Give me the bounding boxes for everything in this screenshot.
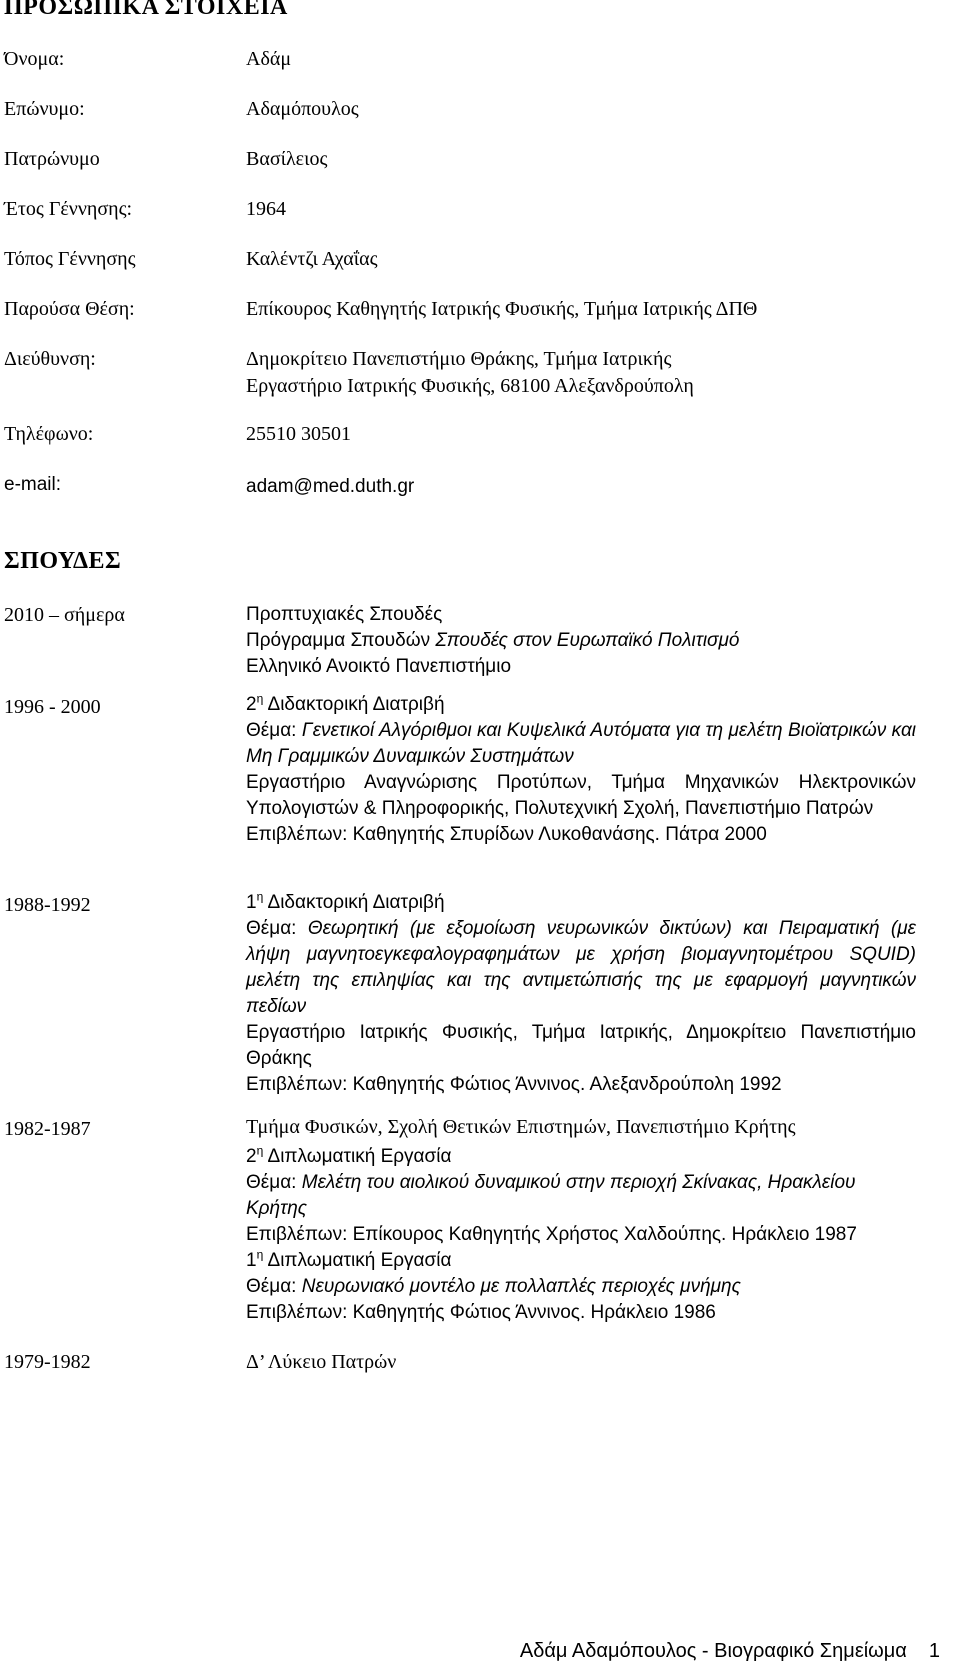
name-label: Όνομα: (4, 48, 65, 70)
email-value: adam@med.duth.gr (246, 476, 415, 497)
diploma-1-supervisor: Επιβλέπων: Καθηγητής Φώτιος Άννινος. Ηράκλειο 1986 (246, 1302, 716, 1323)
study-institution: Ελληνικό Ανοικτό Πανεπιστήμιο (246, 656, 512, 677)
email-label: e-mail: (4, 474, 62, 495)
name-value: Αδάμ (246, 48, 292, 70)
phd1-topic: Θέμα: Θεωρητική (με εξομοίωση νευρωνικών δικτύων) και Πειραματική (με λήψη μαγνητοεγκεφαλογραφημάτων με χρήση βιομαγνητομέτρου SQUID) μελέτη της επιληψίας και της αντιμετώπισής της με εφαρμογή μαγνητικών πεδίων (246, 918, 916, 1017)
surname-value: Αδαμόπουλος (246, 98, 359, 120)
department: Τμήμα Φυσικών, Σχολή Θετικών Επιστημών, Πανεπιστήμιο Κρήτης (246, 1116, 796, 1138)
study-program: Πρόγραμμα Σπουδών Σπουδές στον Ευρωπαϊκό Πολιτισμό (246, 630, 740, 651)
position-label: Παρούσα Θέση: (4, 298, 135, 320)
address-value (246, 346, 694, 400)
page-footer (520, 1640, 940, 1663)
study-type: Προπτυχιακές Σπουδές (246, 604, 443, 625)
study-years-1988: 1988-1992 (4, 894, 91, 916)
phd-title: $2^\eta$ Διδακτορική Διατριβή (246, 691, 445, 715)
position-value: Επίκουρος Καθηγητής Ιατρικής Φυσικής, Τμήμα Ιατρικής ΔΠΘ (246, 298, 758, 320)
study-years-1982: 1982-1987 (4, 1118, 91, 1140)
personal-heading: ΠΡΟΣΩΠΙΚΑ ΣΤΟΙΧΕΙΑ (4, 0, 288, 20)
phd-supervisor: Επιβλέπων: Καθηγητής Σπυρίδων Λυκοθανάσης. Πάτρα 2000 (246, 824, 767, 845)
diploma-2-topic: Θέμα: Μελέτη του αιολικού δυναμικού στην περιοχή Σκίνακας, Ηρακλείου Κρήτης (246, 1172, 856, 1219)
phd1-title: $1^\eta$ Διδακτορική Διατριβή (246, 889, 445, 913)
diploma-2 (246, 1144, 916, 1248)
studies-heading: ΣΠΟΥΔΕΣ (4, 548, 122, 574)
father-label: Πατρώνυμο (4, 148, 100, 170)
study-years-2010: 2010 – σήμερα (4, 604, 125, 626)
address-label: Διεύθυνση: (4, 348, 96, 370)
address-line-2: Εργαστήριο Ιατρικής Φυσικής, 68100 Αλεξανδρούπολη (246, 375, 694, 397)
diploma-1-topic: Θέμα: Νευρωνιακό μοντέλο με πολλαπλές περιοχές μνήμης (246, 1276, 741, 1297)
phone-value: 25510 30501 (246, 423, 351, 445)
diploma-2-supervisor: Επιβλέπων: Επίκουρος Καθηγητής Χρήστος Χαλδούπης. Ηράκλειο 1987 (246, 1224, 857, 1245)
birth-year-value: 1964 (246, 198, 286, 220)
phd1-supervisor: Επιβλέπων: Καθηγητής Φώτιος Άννινος. Αλεξανδρούπολη 1992 (246, 1074, 782, 1095)
diploma-1 (246, 1248, 916, 1326)
footer-text: Αδάμ Αδαμόπουλος - Βιογραφικό Σημείωμα (519, 1640, 907, 1662)
phd-lab: Εργαστήριο Αναγνώρισης Προτύπων, Τμήμα Μηχανικών Ηλεκτρονικών Υπολογιστών & Πληροφορικής, Πολυτεχνική Σχολή, Πανεπιστήμιο Πατρών (246, 772, 916, 819)
study-entry-1996 (246, 692, 916, 848)
address-line-1: Δημοκρίτειο Πανεπιστήμιο Θράκης, Τμήμα Ιατρικής (246, 348, 672, 370)
diploma-2-title: $2^\eta$ Διπλωματική Εργασία (246, 1143, 452, 1167)
father-value: Βασίλειος (246, 148, 328, 170)
study-entry-1979: Δ’ Λύκειο Πατρών (246, 1351, 397, 1373)
page-number: 1 (928, 1640, 940, 1662)
phd1-lab: Εργαστήριο Ιατρικής Φυσικής, Τμήμα Ιατρικής, Δημοκρίτειο Πανεπιστήμιο Θράκης (246, 1022, 916, 1069)
surname-label: Επώνυμο: (4, 98, 85, 120)
birth-year-label: Έτος Γέννησης: (4, 198, 133, 220)
diploma-1-title: $1^\eta$ Διπλωματική Εργασία (246, 1247, 452, 1271)
phd-topic: Θέμα: Γενετικοί Αλγόριθμοι και Κυψελικά Αυτόματα για τη μελέτη Βιοϊατρικών και Μη Γραμμικών Δυναμικών Συστημάτων (246, 720, 916, 767)
birth-place-label: Τόπος Γέννησης (4, 248, 136, 270)
study-entry-1982 (246, 1114, 916, 1140)
study-years-1996: 1996 - 2000 (4, 696, 101, 718)
birth-place-value: Καλέντζι Αχαΐας (246, 248, 378, 270)
study-entry-1988 (246, 890, 916, 1098)
phone-label: Τηλέφωνο: (4, 423, 94, 445)
study-entry-2010 (246, 602, 916, 680)
study-years-1979: 1979-1982 (4, 1351, 91, 1373)
